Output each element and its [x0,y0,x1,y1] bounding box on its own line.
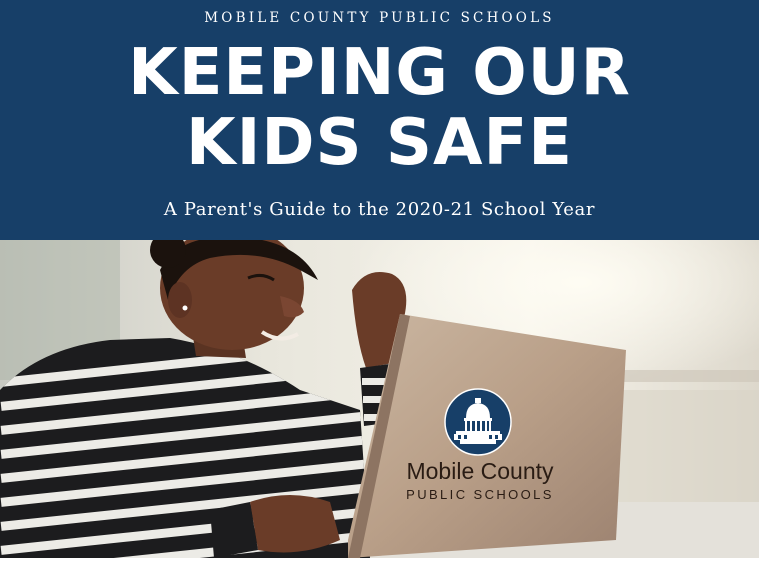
subtitle: A Parent's Guide to the 2020-21 School Year [163,199,596,220]
cover-photo [0,240,759,558]
logo-name: Mobile County [406,458,554,484]
headline-line-1: KEEPING OUR [128,36,631,110]
girl-with-laptop-illustration [0,240,759,558]
capitol-dome-icon [444,388,512,456]
header-band [0,0,759,240]
headline [0,38,759,178]
logo-subname: PUBLIC SCHOOLS [406,487,554,502]
headline-line-2: KIDS SAFE [186,106,573,180]
org-line: MOBILE COUNTY PUBLIC SCHOOLS [204,10,555,26]
